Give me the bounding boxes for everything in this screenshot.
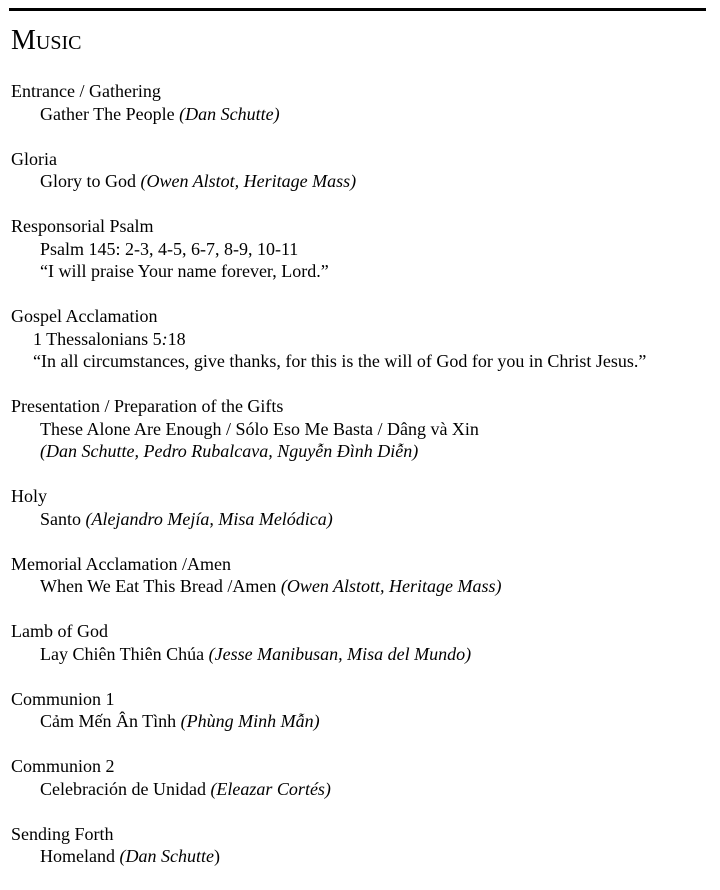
scripture-colon: :: [161, 328, 168, 349]
song-title: Homeland: [40, 846, 115, 866]
song-line: [11, 710, 716, 733]
scripture-verse: 18: [167, 328, 186, 349]
section-title: Gloria: [11, 148, 57, 169]
song-credit: (Dan Schutte): [179, 103, 280, 124]
section-sending-forth: [11, 823, 716, 868]
psalm-refrain: “I will praise Your name forever, Lord.”: [40, 261, 329, 281]
section-responsorial-psalm: [11, 215, 716, 283]
song-credit: (Dan Schutte, Pedro Rubalcava, Nguyễn Đình Diễn): [40, 441, 419, 461]
section-presentation-of-gifts: [11, 395, 716, 463]
section-title: Sending Forth: [11, 823, 114, 844]
song-credit-close-paren: ): [213, 846, 220, 866]
song-credit: (Jesse Manibusan, Misa del Mundo): [208, 643, 472, 664]
song-title: Glory to God: [40, 171, 136, 191]
section-title: Gospel Acclamation: [11, 306, 158, 326]
top-rule: [9, 8, 706, 11]
song-line: [11, 845, 716, 868]
song-credit: (Owen Alstott, Heritage Mass): [280, 576, 502, 596]
section-lamb-of-god: [11, 620, 716, 665]
song-title: Cảm Mến Ân Tình: [40, 711, 177, 731]
section-title: Responsorial Psalm: [11, 216, 154, 236]
section-gospel-acclamation: [11, 305, 716, 373]
scripture-reference: [11, 328, 716, 351]
song-line: [11, 103, 716, 126]
section-communion-2: [11, 755, 716, 800]
song-credit: (Dan Schutte: [119, 846, 214, 866]
song-title: Gather The People: [40, 103, 175, 124]
section-title: Holy: [11, 486, 47, 506]
song-line: [11, 643, 716, 666]
scripture-book-chapter: 1 Thessalonians 5: [33, 328, 162, 349]
page-heading: Music: [11, 25, 82, 56]
section-title: Entrance / Gathering: [11, 81, 161, 101]
music-program: [11, 80, 716, 890]
section-gloria: [11, 148, 716, 193]
song-line: [11, 778, 716, 801]
song-title: When We Eat This Bread /Amen: [40, 576, 277, 596]
song-line: [11, 170, 716, 193]
section-title: Communion 1: [11, 688, 115, 709]
song-credit: (Eleazar Cortés): [210, 778, 331, 799]
section-entrance: [11, 80, 716, 125]
song-credit: (Owen Alstot, Heritage Mass): [140, 171, 357, 191]
song-line: [11, 508, 716, 531]
song-title: Santo: [40, 508, 82, 529]
section-communion-1: [11, 688, 716, 733]
section-title: Lamb of God: [11, 621, 108, 641]
scripture-verse-text: “In all circumstances, give thanks, for this is the will of God for you in Christ Jesus.”: [33, 351, 647, 371]
song-title: Celebración de Unidad: [40, 778, 206, 799]
song-title: Lay Chiên Thiên Chúa: [40, 643, 205, 664]
section-title: Presentation / Preparation of the Gifts: [11, 396, 284, 416]
section-title: Communion 2: [11, 756, 115, 776]
song-credit: (Alejandro Mejía, Misa Melódica): [85, 508, 333, 529]
section-memorial-acclamation: [11, 553, 716, 598]
song-line: [11, 575, 716, 598]
section-holy: [11, 485, 716, 530]
song-credit: (Phùng Minh Mẫn): [180, 711, 320, 731]
section-title: Memorial Acclamation /Amen: [11, 553, 231, 574]
psalm-reference: Psalm 145: 2-3, 4-5, 6-7, 8-9, 10-11: [40, 238, 299, 259]
song-title: These Alone Are Enough / Sólo Eso Me Basta / Dâng và Xin: [40, 418, 479, 439]
